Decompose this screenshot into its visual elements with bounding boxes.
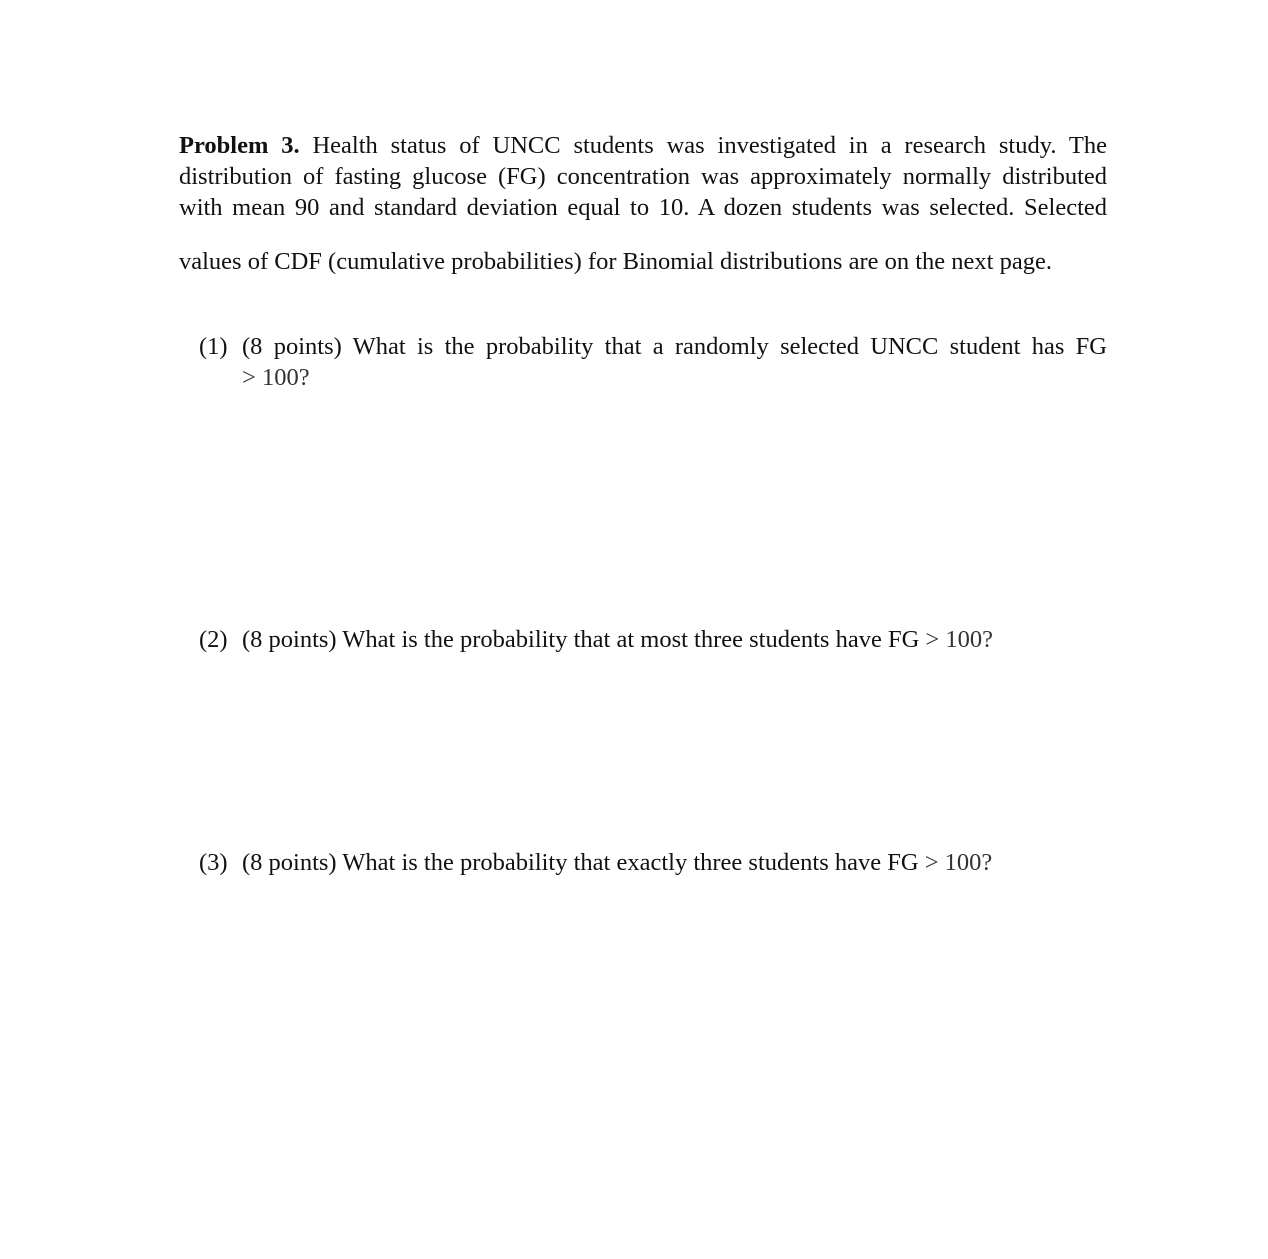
question-1-math: > 100? — [242, 364, 310, 391]
question-1-line-2 — [242, 362, 310, 393]
question-3-text — [242, 847, 992, 878]
question-2-math: > 100? — [925, 626, 993, 653]
question-2-marker: (2) — [199, 626, 228, 653]
question-3-body: (8 points) What is the probability that exactly three students have FG — [242, 849, 925, 876]
problem-line-1 — [179, 130, 1107, 161]
problem-line-2: distribution of fasting glucose (FG) concentration was approximately normally distributed — [179, 163, 1107, 190]
problem-line-3: with mean 90 and standard deviation equal to 10. A dozen students was selected. Selected — [179, 194, 1107, 221]
problem-label: Problem 3. — [179, 132, 300, 159]
question-2-text — [242, 624, 993, 655]
question-3-marker: (3) — [199, 849, 228, 876]
problem-line-4: values of CDF (cumulative probabilities) for Binomial distributions are on the next page. — [179, 248, 1052, 275]
question-1-line-1: (8 points) What is the probability that a randomly selected UNCC student has FG — [242, 333, 1107, 360]
question-1-marker: (1) — [199, 333, 228, 360]
question-2-body: (8 points) What is the probability that at most three students have FG — [242, 626, 926, 653]
question-3-math: > 100? — [924, 849, 993, 876]
problem-text-line-1: Health status of UNCC students was investigated in a research study. The — [312, 132, 1107, 159]
